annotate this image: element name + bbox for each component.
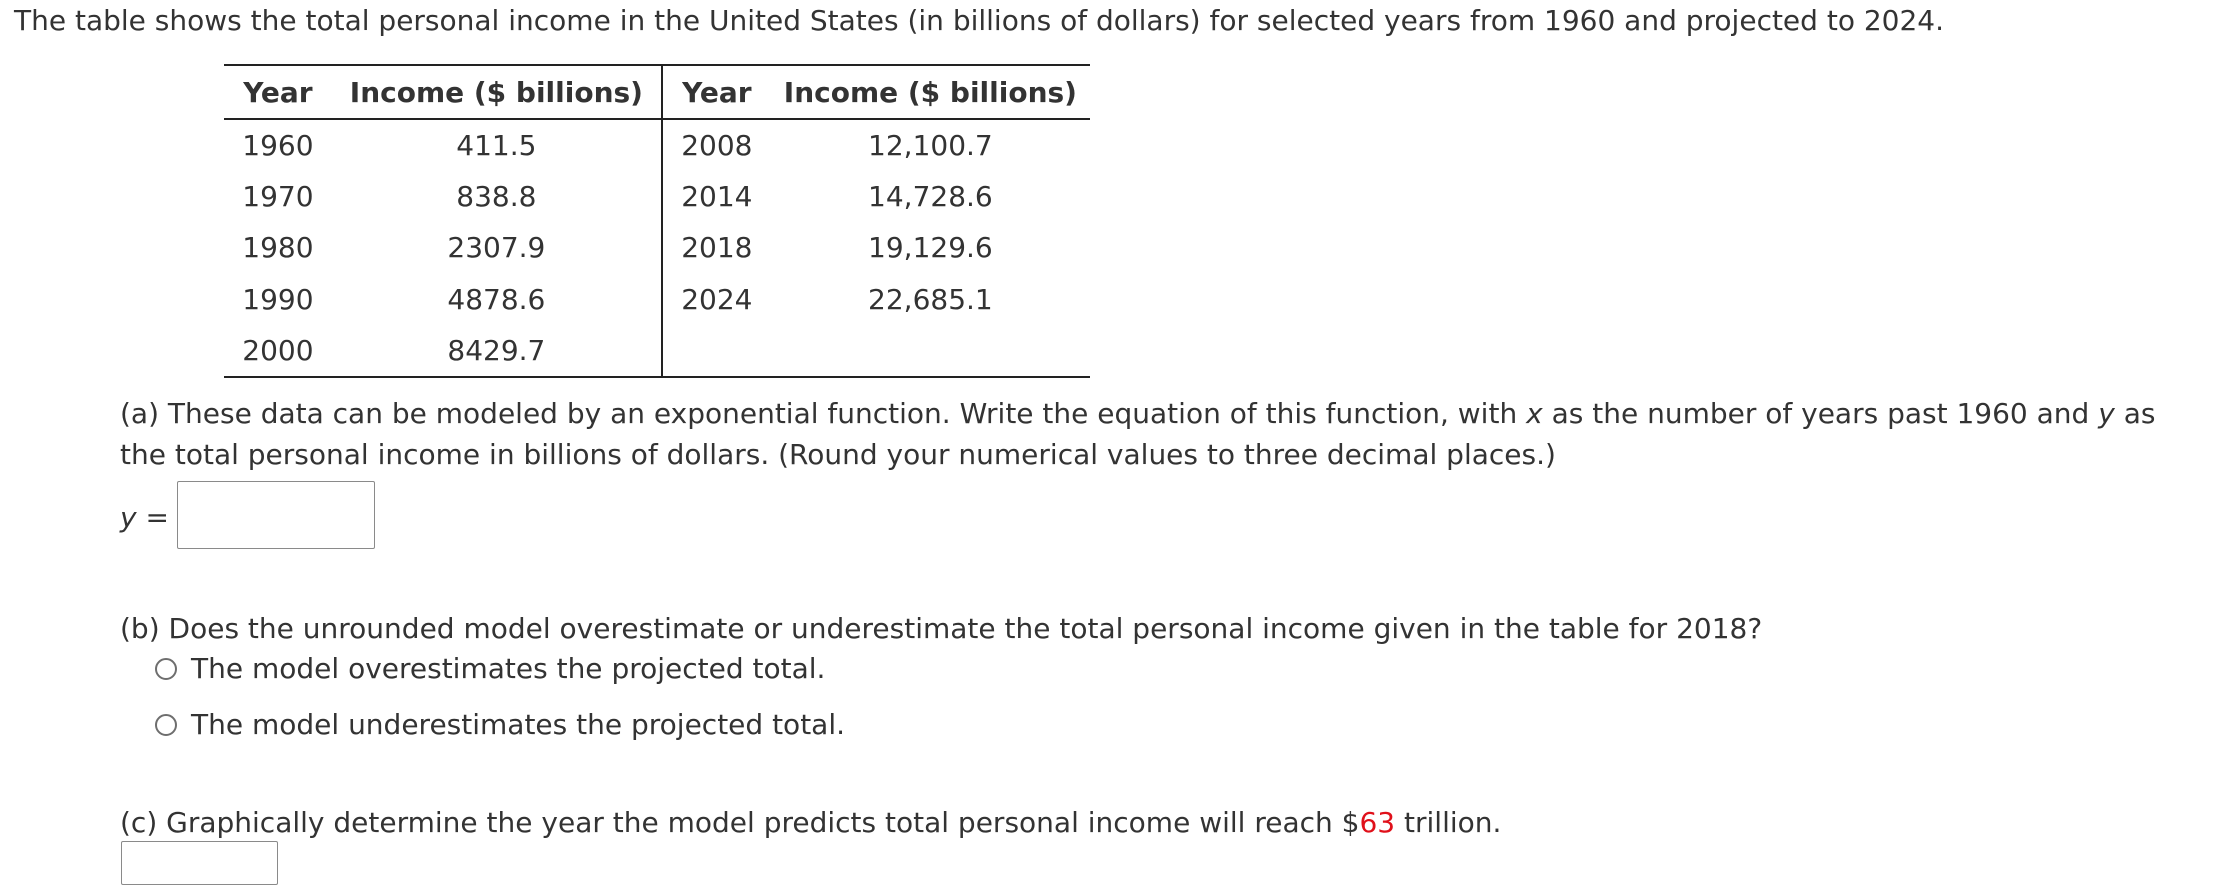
part-a-answer-input[interactable] <box>177 481 375 549</box>
table-cell <box>662 325 771 377</box>
answer-label-var: y <box>120 501 137 534</box>
table-row <box>224 325 1090 377</box>
part-a-text-3: as the total personal income in billions of dollars. (Round your numerical values to three decimal places.) <box>120 397 2156 471</box>
income-table <box>224 64 1090 378</box>
table-cell: 1980 <box>242 231 314 265</box>
table-cell: 8429.7 <box>447 333 546 367</box>
header-year-1: Year <box>243 75 313 109</box>
part-c-answer-input[interactable] <box>121 841 278 885</box>
answer-label-eq: = <box>136 501 169 534</box>
part-c-text-2: trillion. <box>1395 806 1502 839</box>
table-cell: 2008 <box>662 119 771 171</box>
header-income-1: Income ($ billions) <box>349 75 643 109</box>
part-a-text-2: as the number of years past 1960 and <box>1542 397 2099 430</box>
table-cell: 4878.6 <box>447 282 546 316</box>
header-income-2: Income ($ billions) <box>783 75 1077 109</box>
table-cell: 19,129.6 <box>868 231 993 265</box>
option-overestimates[interactable] <box>155 651 825 687</box>
part-a-question <box>120 393 2210 475</box>
var-x: x <box>1526 397 1543 430</box>
table-cell: 1970 <box>242 179 314 213</box>
table-cell: 838.8 <box>456 179 537 213</box>
option-label: The model overestimates the projected total. <box>191 652 826 685</box>
table-cell: 2024 <box>662 274 771 326</box>
intro-text: The table shows the total personal income in the United States (in billions of dollars) for selected years from 1960 and projected to 2024. <box>14 4 1945 37</box>
radio-button[interactable] <box>155 658 177 680</box>
table-row <box>224 171 1090 223</box>
highlight-value: 63 <box>1359 806 1396 839</box>
table-row <box>224 119 1090 171</box>
table-cell: 2307.9 <box>447 231 546 265</box>
part-c-text-1: (c) Graphically determine the year the model predicts total personal income will reach $ <box>120 806 1360 839</box>
var-y: y <box>2098 397 2115 430</box>
table-cell <box>771 325 1090 377</box>
radio-button[interactable] <box>155 714 177 736</box>
header-year-2: Year <box>662 65 771 119</box>
part-b-question: (b) Does the unrounded model overestimate or underestimate the total personal income given in the table for 2018? <box>120 612 1763 645</box>
table-row <box>224 274 1090 326</box>
part-a-answer-label <box>120 500 169 536</box>
option-underestimates[interactable] <box>155 707 845 743</box>
part-c-question <box>120 805 1501 841</box>
table-cell: 22,685.1 <box>868 282 993 316</box>
table-cell: 2018 <box>662 222 771 274</box>
table-cell: 14,728.6 <box>868 179 993 213</box>
table-cell: 2000 <box>242 333 314 367</box>
table-row <box>224 222 1090 274</box>
table-cell: 1960 <box>242 128 314 162</box>
part-a-text-1: (a) These data can be modeled by an exponential function. Write the equation of this function, with <box>120 397 1527 430</box>
table-cell: 1990 <box>242 282 314 316</box>
option-label: The model underestimates the projected total. <box>191 708 846 741</box>
table-cell: 12,100.7 <box>868 128 993 162</box>
table-header-row <box>224 65 1090 119</box>
table-cell: 411.5 <box>456 128 537 162</box>
table-cell: 2014 <box>662 171 771 223</box>
